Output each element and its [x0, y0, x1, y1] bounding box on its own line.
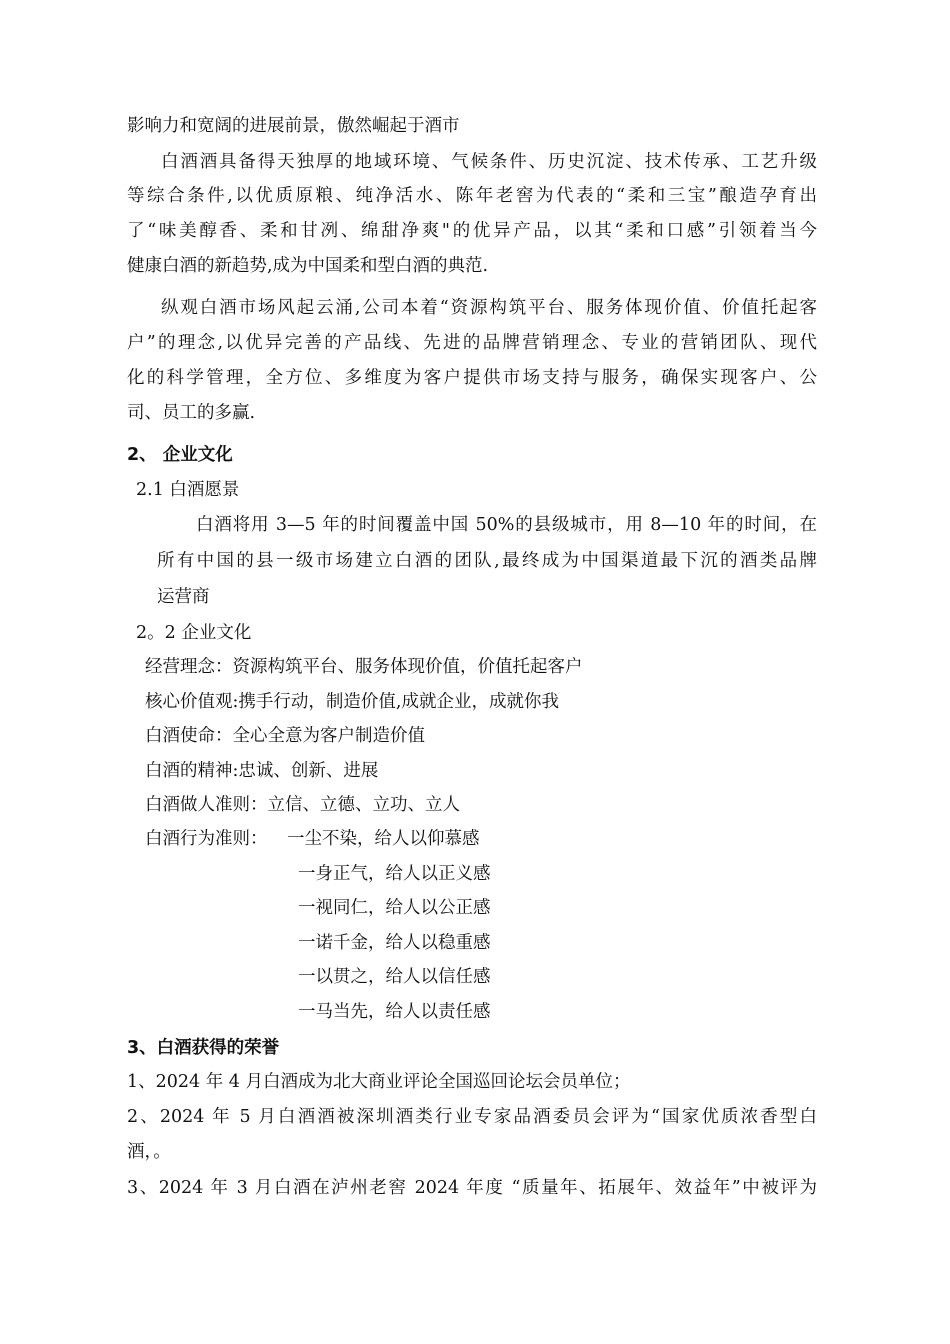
honor-1: 1、2024 年 4 月白酒成为北大商业评论全国巡回论坛会员单位； [127, 1072, 631, 1092]
para1-line-2: 等综合条件,以优质原粮、纯净活水、陈年老窖为代表的“柔和三宝”酿造孕育出 [127, 186, 817, 206]
behavior-label: 白酒行为准则： [145, 829, 268, 849]
behavior-rule-3: 一视同仁，给人以公正感 [298, 898, 491, 918]
subsection-2-2-heading: 2。2 企业文化 [136, 623, 252, 643]
value-business-philosophy: 经营理念：资源构筑平台、服务体现价值，价值托起客户 [145, 657, 583, 677]
para1-line-3: 了“味美醇香、柔和甘冽、绵甜净爽"的优异产品，以其“柔和口感”引领着当今 [127, 221, 817, 241]
behavior-rule-4: 一诺千金，给人以稳重感 [298, 933, 491, 953]
para2-line-3: 化的科学管理，全方位、多维度为客户提供市场支持与服务，确保实现客户、公 [127, 368, 817, 388]
value-spirit: 白酒的精神:忠诚、创新、进展 [145, 761, 379, 781]
vision-line-3: 运营商 [157, 587, 210, 607]
honor-2-line-2: 酒，。 [127, 1142, 171, 1162]
para1-line-1: 白酒酒具备得天独厚的地域环境、气候条件、历史沉淀、技术传承、工艺升级 [161, 152, 817, 172]
vision-line-2: 所有中国的县一级市场建立白酒的团队,最终成为中国渠道最下沉的酒类品牌 [157, 551, 817, 571]
honor-2-line-1: 2、2024 年 5 月白酒酒被深圳酒类行业专家品酒委员会评为“国家优质浓香型白 [127, 1107, 817, 1127]
para1-line-4: 健康白酒的新趋势,成为中国柔和型白酒的典范. [127, 256, 489, 276]
section-3-heading: 3、白酒获得的荣誉 [127, 1038, 280, 1058]
para2-line-1: 纵观白酒市场风起云涌,公司本着“资源构筑平台、服务体现价值、价值托起客 [161, 298, 817, 318]
behavior-rule-5: 一以贯之，给人以信任感 [298, 967, 491, 987]
honor-3-line-1: 3、2024 年 3 月白酒在泸州老窖 2024 年度 “质量年、拓展年、效益年”中被评为 [127, 1178, 817, 1198]
para2-line-4: 司、员工的多赢. [127, 403, 256, 423]
value-conduct-principles: 白酒做人准则：立信、立德、立功、立人 [145, 795, 460, 815]
value-mission: 白酒使命：全心全意为客户制造价值 [145, 726, 425, 746]
behavior-rule-2: 一身正气，给人以正义感 [298, 864, 491, 884]
section-2-heading: 2、 企业文化 [127, 445, 233, 465]
intro-tail-line: 影响力和宽阔的进展前景，傲然崛起于酒市 [127, 116, 460, 136]
behavior-rule-1: 一尘不染，给人以仰慕感 [287, 829, 480, 849]
subsection-2-1-heading: 2.1 白酒愿景 [136, 480, 240, 500]
vision-line-1: 白酒将用 3—5 年的时间覆盖中国 50%的县级城市，用 8—10 年的时间，在 [196, 515, 817, 535]
value-core-values: 核心价值观:携手行动，制造价值,成就企业，成就你我 [145, 692, 559, 712]
behavior-rule-6: 一马当先，给人以责任感 [298, 1002, 491, 1022]
para2-line-2: 户”的理念,以优异完善的产品线、先进的品牌营销理念、专业的营销团队、现代 [127, 333, 817, 353]
